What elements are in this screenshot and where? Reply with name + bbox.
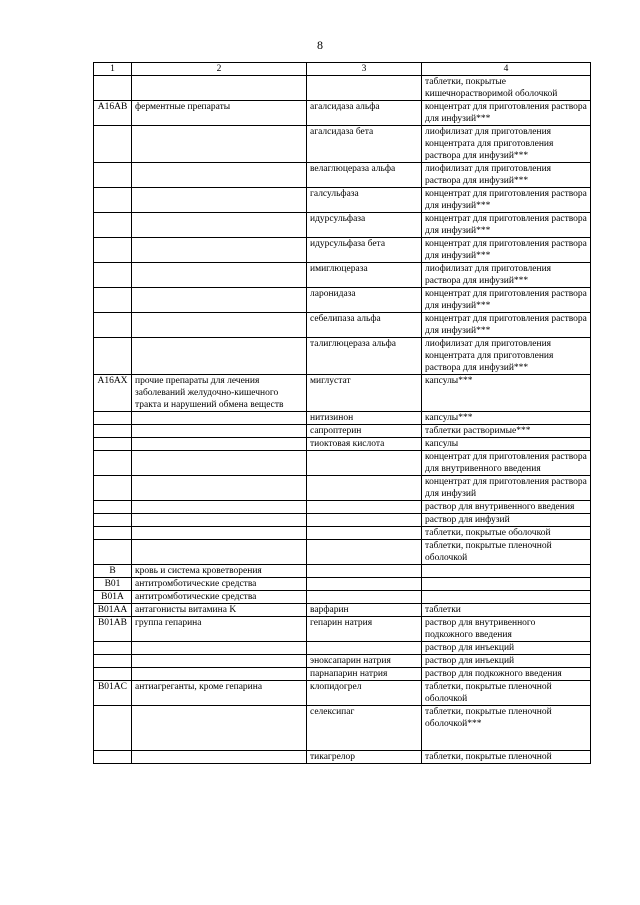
column-header: 3 bbox=[307, 63, 422, 76]
atc-code-cell bbox=[94, 451, 132, 476]
group-name-cell bbox=[132, 527, 307, 540]
atc-code-cell bbox=[94, 642, 132, 655]
table-row bbox=[94, 263, 591, 288]
atc-code-cell bbox=[94, 668, 132, 681]
atc-code-cell: B01AB bbox=[94, 617, 132, 642]
atc-code-cell bbox=[94, 706, 132, 751]
dosage-form-cell: концентрат для приготовления раствора для инфузий*** bbox=[422, 188, 591, 213]
dosage-form-cell bbox=[422, 578, 591, 591]
table-row bbox=[94, 655, 591, 668]
dosage-form-cell: таблетки, покрытые кишечнорастворимой оболочкой bbox=[422, 76, 591, 101]
atc-code-cell bbox=[94, 425, 132, 438]
column-header: 4 bbox=[422, 63, 591, 76]
drug-name-cell: агалсидаза бета bbox=[307, 126, 422, 163]
table-row bbox=[94, 681, 591, 706]
table-row bbox=[94, 163, 591, 188]
group-name-cell bbox=[132, 288, 307, 313]
group-name-cell: антитромботические средства bbox=[132, 578, 307, 591]
group-name-cell bbox=[132, 438, 307, 451]
group-name-cell bbox=[132, 476, 307, 501]
drug-name-cell: миглустат bbox=[307, 375, 422, 412]
group-name-cell bbox=[132, 655, 307, 668]
dosage-form-cell: раствор для инфузий bbox=[422, 514, 591, 527]
group-name-cell bbox=[132, 642, 307, 655]
table-row bbox=[94, 76, 591, 101]
table-body bbox=[94, 76, 591, 764]
dosage-form-cell: раствор для внутривенного введения bbox=[422, 501, 591, 514]
table-row bbox=[94, 375, 591, 412]
atc-code-cell: B01AA bbox=[94, 604, 132, 617]
group-name-cell bbox=[132, 540, 307, 565]
dosage-form-cell: капсулы*** bbox=[422, 412, 591, 425]
drug-name-cell: нитизинон bbox=[307, 412, 422, 425]
atc-code-cell bbox=[94, 655, 132, 668]
dosage-form-cell: капсулы bbox=[422, 438, 591, 451]
drug-name-cell: эноксапарин натрия bbox=[307, 655, 422, 668]
dosage-form-cell: концентрат для приготовления раствора для инфузий*** bbox=[422, 101, 591, 126]
dosage-form-cell: таблетки, покрытые оболочкой bbox=[422, 527, 591, 540]
drug-name-cell bbox=[307, 527, 422, 540]
table-row bbox=[94, 540, 591, 565]
drug-name-cell bbox=[307, 591, 422, 604]
group-name-cell bbox=[132, 425, 307, 438]
drug-name-cell: парнапарин натрия bbox=[307, 668, 422, 681]
atc-code-cell: A16AX bbox=[94, 375, 132, 412]
dosage-form-cell: лиофилизат для приготовления концентрата для приготовления раствора для инфузий*** bbox=[422, 338, 591, 375]
column-header: 2 bbox=[132, 63, 307, 76]
group-name-cell: кровь и система кроветворения bbox=[132, 565, 307, 578]
table-row bbox=[94, 751, 591, 764]
group-name-cell bbox=[132, 188, 307, 213]
drug-name-cell bbox=[307, 514, 422, 527]
atc-code-cell bbox=[94, 438, 132, 451]
page-number: 8 bbox=[317, 38, 323, 52]
drug-name-cell: клопидогрел bbox=[307, 681, 422, 706]
dosage-form-cell: таблетки, покрытые пленочной оболочкой bbox=[422, 681, 591, 706]
group-name-cell: группа гепарина bbox=[132, 617, 307, 642]
dosage-form-cell: раствор для инъекций bbox=[422, 655, 591, 668]
drug-name-cell: агалсидаза альфа bbox=[307, 101, 422, 126]
table-row bbox=[94, 451, 591, 476]
drug-name-cell: варфарин bbox=[307, 604, 422, 617]
group-name-cell bbox=[132, 751, 307, 764]
group-name-cell bbox=[132, 238, 307, 263]
dosage-form-cell: раствор для внутривенного подкожного введения bbox=[422, 617, 591, 642]
drug-name-cell: тиоктовая кислота bbox=[307, 438, 422, 451]
table-row bbox=[94, 238, 591, 263]
table-row bbox=[94, 604, 591, 617]
atc-code-cell bbox=[94, 213, 132, 238]
table-row bbox=[94, 438, 591, 451]
table-row bbox=[94, 591, 591, 604]
drug-name-cell: галсульфаза bbox=[307, 188, 422, 213]
dosage-form-cell: лиофилизат для приготовления раствора для инфузий*** bbox=[422, 163, 591, 188]
atc-code-cell bbox=[94, 163, 132, 188]
atc-code-cell bbox=[94, 514, 132, 527]
drug-name-cell: талиглюцераза альфа bbox=[307, 338, 422, 375]
group-name-cell: прочие препараты для лечения заболеваний желудочно-кишечного тракта и нарушений обмена веществ bbox=[132, 375, 307, 412]
table-row bbox=[94, 706, 591, 751]
atc-code-cell: A16AB bbox=[94, 101, 132, 126]
table-row bbox=[94, 213, 591, 238]
drug-name-cell bbox=[307, 540, 422, 565]
drug-name-cell: идурсульфаза bbox=[307, 213, 422, 238]
dosage-form-cell: таблетки растворимые*** bbox=[422, 425, 591, 438]
group-name-cell bbox=[132, 76, 307, 101]
table-row bbox=[94, 527, 591, 540]
atc-code-cell bbox=[94, 751, 132, 764]
dosage-form-cell: концентрат для приготовления раствора для инфузий bbox=[422, 476, 591, 501]
group-name-cell bbox=[132, 313, 307, 338]
drug-table bbox=[93, 62, 591, 764]
atc-code-cell bbox=[94, 288, 132, 313]
table-row bbox=[94, 565, 591, 578]
drug-name-cell: себелипаза альфа bbox=[307, 313, 422, 338]
table-row bbox=[94, 338, 591, 375]
group-name-cell bbox=[132, 501, 307, 514]
atc-code-cell bbox=[94, 338, 132, 375]
dosage-form-cell: таблетки, покрытые пленочной оболочкой bbox=[422, 540, 591, 565]
table-header-row bbox=[94, 63, 591, 76]
dosage-form-cell: лиофилизат для приготовления раствора для инфузий*** bbox=[422, 263, 591, 288]
group-name-cell bbox=[132, 668, 307, 681]
group-name-cell bbox=[132, 163, 307, 188]
atc-code-cell bbox=[94, 527, 132, 540]
drug-name-cell: идурсульфаза бета bbox=[307, 238, 422, 263]
column-header: 1 bbox=[94, 63, 132, 76]
atc-code-cell bbox=[94, 412, 132, 425]
table-row bbox=[94, 425, 591, 438]
dosage-form-cell: таблетки, покрытые пленочной bbox=[422, 751, 591, 764]
atc-code-cell bbox=[94, 501, 132, 514]
table-row bbox=[94, 288, 591, 313]
group-name-cell bbox=[132, 213, 307, 238]
dosage-form-cell bbox=[422, 591, 591, 604]
drug-name-cell bbox=[307, 578, 422, 591]
drug-name-cell bbox=[307, 476, 422, 501]
atc-code-cell bbox=[94, 263, 132, 288]
atc-code-cell bbox=[94, 540, 132, 565]
drug-name-cell: имиглюцераза bbox=[307, 263, 422, 288]
atc-code-cell bbox=[94, 238, 132, 263]
drug-name-cell bbox=[307, 565, 422, 578]
group-name-cell bbox=[132, 451, 307, 476]
drug-name-cell bbox=[307, 76, 422, 101]
dosage-form-cell: раствор для подкожного введения bbox=[422, 668, 591, 681]
drug-name-cell bbox=[307, 501, 422, 514]
dosage-form-cell: капсулы*** bbox=[422, 375, 591, 412]
table-row bbox=[94, 313, 591, 338]
atc-code-cell bbox=[94, 313, 132, 338]
drug-name-cell: сапроптерин bbox=[307, 425, 422, 438]
dosage-form-cell: лиофилизат для приготовления концентрата для приготовления раствора для инфузий*** bbox=[422, 126, 591, 163]
table-row bbox=[94, 642, 591, 655]
table-row bbox=[94, 668, 591, 681]
atc-code-cell bbox=[94, 476, 132, 501]
group-name-cell bbox=[132, 514, 307, 527]
group-name-cell: ферментные препараты bbox=[132, 101, 307, 126]
drug-name-cell: велаглюцераза альфа bbox=[307, 163, 422, 188]
group-name-cell: антитромботические средства bbox=[132, 591, 307, 604]
group-name-cell bbox=[132, 338, 307, 375]
atc-code-cell bbox=[94, 76, 132, 101]
atc-code-cell: B01AC bbox=[94, 681, 132, 706]
table-row bbox=[94, 101, 591, 126]
atc-code-cell bbox=[94, 126, 132, 163]
drug-name-cell bbox=[307, 451, 422, 476]
drug-name-cell: ларонидаза bbox=[307, 288, 422, 313]
atc-code-cell: B01A bbox=[94, 591, 132, 604]
atc-code-cell bbox=[94, 188, 132, 213]
atc-code-cell: B01 bbox=[94, 578, 132, 591]
drug-name-cell: гепарин натрия bbox=[307, 617, 422, 642]
group-name-cell: антиагреганты, кроме гепарина bbox=[132, 681, 307, 706]
atc-code-cell: B bbox=[94, 565, 132, 578]
group-name-cell: антагонисты витамина K bbox=[132, 604, 307, 617]
table-row bbox=[94, 514, 591, 527]
table-row bbox=[94, 126, 591, 163]
group-name-cell bbox=[132, 412, 307, 425]
table-row bbox=[94, 188, 591, 213]
table-row bbox=[94, 476, 591, 501]
drug-name-cell: селексипаг bbox=[307, 706, 422, 751]
table-row bbox=[94, 412, 591, 425]
group-name-cell bbox=[132, 263, 307, 288]
group-name-cell bbox=[132, 706, 307, 751]
dosage-form-cell: раствор для инъекций bbox=[422, 642, 591, 655]
dosage-form-cell: таблетки bbox=[422, 604, 591, 617]
table-row bbox=[94, 501, 591, 514]
dosage-form-cell: концентрат для приготовления раствора для инфузий*** bbox=[422, 213, 591, 238]
table-row bbox=[94, 578, 591, 591]
dosage-form-cell: концентрат для приготовления раствора для инфузий*** bbox=[422, 313, 591, 338]
dosage-form-cell: концентрат для приготовления раствора для внутривенного введения bbox=[422, 451, 591, 476]
table-row bbox=[94, 617, 591, 642]
dosage-form-cell: концентрат для приготовления раствора для инфузий*** bbox=[422, 238, 591, 263]
drug-name-cell bbox=[307, 642, 422, 655]
dosage-form-cell: таблетки, покрытые пленочной оболочкой*** bbox=[422, 706, 591, 751]
drug-name-cell: тикагрелор bbox=[307, 751, 422, 764]
dosage-form-cell: концентрат для приготовления раствора для инфузий*** bbox=[422, 288, 591, 313]
dosage-form-cell bbox=[422, 565, 591, 578]
group-name-cell bbox=[132, 126, 307, 163]
